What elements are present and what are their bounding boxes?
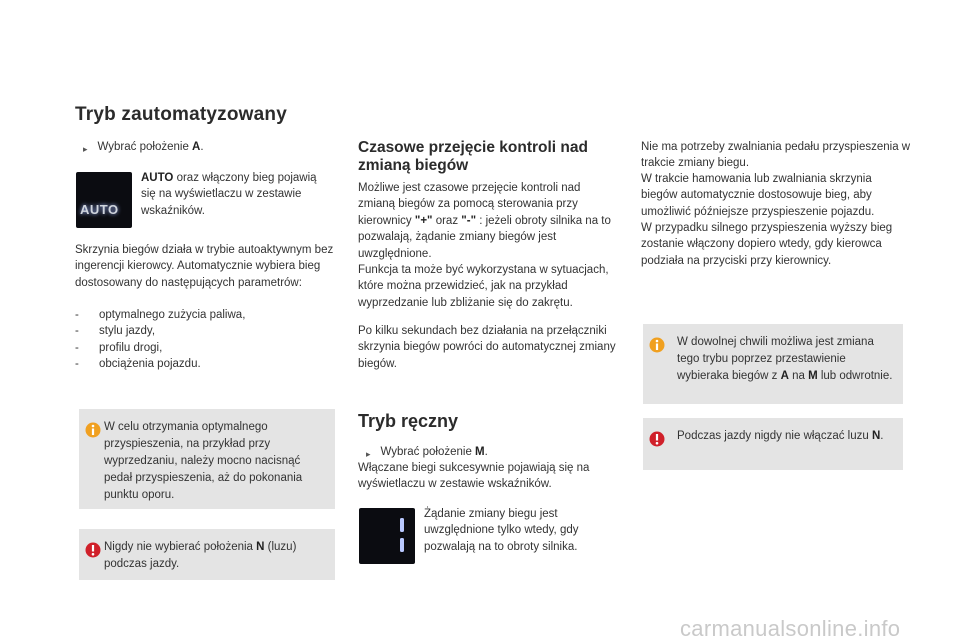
braking-paragraph: W trakcie hamowania lub zwalniania skrzynia biegów automatycznie dostosowuje bieg, aby umożliwić późniejsze przyspieszenie pojazdu. <box>641 173 875 218</box>
gear-indicator-icon <box>359 508 415 564</box>
list-item: - profilu drogi, <box>75 341 163 354</box>
auto-intro: Skrzynia biegów działa w trybie autoaktywnym bez ingerencji kierowcy. Automatycznie wybiera bieg dostosowany do następujących parametrów: <box>75 244 334 289</box>
strong-acceleration-paragraph: W przypadku silnego przyspieszenia wyższy bieg zostanie włączony dopiero wtedy, gdy kierowca podziała na przyciski przy kierownicy. <box>641 222 893 267</box>
temporary-control-paragraph: Możliwe jest czasowe przejęcie kontroli nad zmianą biegów za pomocą sterowania przy kierownicy "+" oraz "-" : jeżeli obroty silnika na to pozwalają, żądanie zmiany biegów jest uwzględnione. <box>358 182 611 260</box>
auto-return-paragraph: Po kilku sekundach bez działania na przełączniki skrzynia biegów powróci do automatycznej zmiany biegów. <box>358 325 616 370</box>
page-title: Tryb zautomatyzowany <box>75 104 287 125</box>
info-box-mode-change <box>643 324 903 404</box>
warning-box-text: Podczas jazdy nigdy nie włączać luzu N. <box>677 430 884 442</box>
select-m-text: Wybrać położenie M. <box>380 446 488 458</box>
info-box-text: W celu otrzymania optymalnego przyspieszenia, na przykład przy wyprzedzaniu, należy mocno nacisnąć pedał przyspieszenia, aż do pokonania punktu oporu. <box>104 421 303 501</box>
warning-icon <box>85 541 101 559</box>
manual-display-note: Żądanie zmiany biegu jest uwzględnione tylko wtedy, gdy pozwalają na to obroty silnika. <box>424 508 579 553</box>
bullet-marker-icon: ▸ <box>83 144 88 154</box>
parameter-list <box>75 307 337 373</box>
no-release-paragraph: Nie ma potrzeby zwalniania pedału przyspieszenia w trakcie zmiany biegu. <box>641 141 911 170</box>
warning-icon <box>649 430 665 448</box>
info-box-text: W dowolnej chwili możliwa jest zmiana tego trybu poprzez przestawienie wybieraka biegów z A na M lub odwrotnie. <box>677 336 893 382</box>
select-a-bullet <box>83 139 204 157</box>
info-box-acceleration <box>79 409 335 509</box>
warning-box-neutral-driving <box>643 418 903 470</box>
manual-display-image <box>359 508 415 564</box>
manual-gears-paragraph: Włączane biegi sukcesywnie pojawiają się na wyświetlaczu w zestawie wskaźników. <box>358 462 590 491</box>
warning-box-neutral <box>79 529 335 580</box>
list-item: - stylu jazdy, <box>75 325 156 338</box>
info-icon <box>85 421 101 439</box>
info-icon <box>649 336 665 354</box>
auto-display-label: AUTO <box>80 202 119 217</box>
section-heading-manual-mode: Tryb ręczny <box>358 411 459 431</box>
auto-display-image <box>76 172 132 228</box>
function-use-paragraph: Funkcja ta może być wykorzystana w sytuacjach, które można przewidzieć, jak na przykład wyprzedzanie lub zbliżanie się do zakrętu. <box>358 264 609 309</box>
list-item: - optymalnego zużycia paliwa, <box>75 309 246 321</box>
list-item: - obciążenia pojazdu. <box>75 358 201 371</box>
watermark: carmanualsonline.info <box>680 616 901 641</box>
warning-box-text: Nigdy nie wybierać położenia N (luzu) podczas jazdy. <box>104 541 297 570</box>
bullet-marker-icon: ▸ <box>366 449 371 459</box>
section-heading-temporary-control: Czasowe przejęcie kontroli nad zmianą biegów <box>358 139 588 174</box>
auto-description: AUTO oraz włączony bieg pojawią się na wyświetlaczu w zestawie wskaźników. <box>141 172 317 217</box>
select-a-text: Wybrać położenie A. <box>97 141 204 153</box>
